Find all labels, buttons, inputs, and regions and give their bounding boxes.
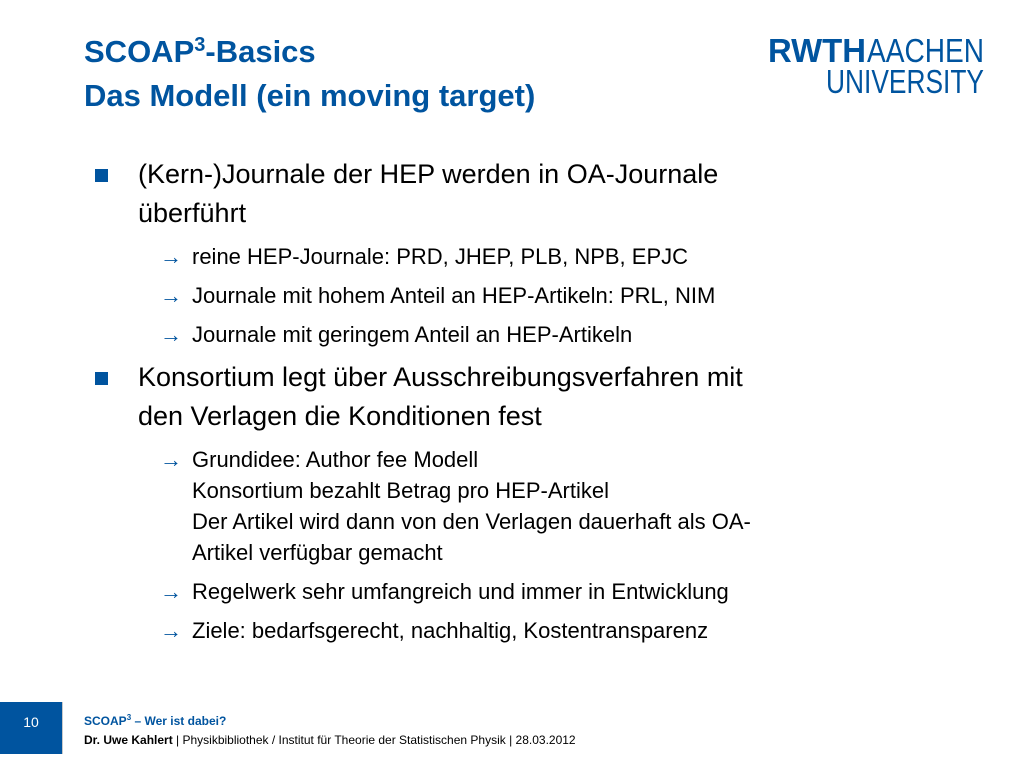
square-bullet-icon: [95, 372, 108, 385]
arrow-right-icon: →: [160, 579, 182, 604]
bullet-item-2: Konsortium legt über Ausschreibungsverfahren mit den Verlagen die Konditionen fest: [84, 358, 984, 436]
sub-item: → Grundidee: Author fee Modell Konsortium bezahlt Betrag pro HEP-Artikel Der Artikel wird dann von den Verlagen dauerhaft als OA- Artikel verfügbar gemacht: [84, 444, 984, 568]
footer-title: SCOAP$^3$ – Wer ist dabei?: [84, 713, 227, 728]
title-line-1: SCOAP$^3$-Basics: [84, 34, 316, 69]
slide-title: [84, 30, 535, 118]
logo-rwth-text: RWTH: [768, 32, 866, 69]
slide-content: [84, 155, 984, 646]
logo-aachen-text: AACHEN: [867, 32, 984, 69]
title-line-2: Das Modell (ein moving target): [84, 78, 536, 113]
footer-author: Dr. Uwe Kahlert: [84, 733, 173, 747]
bullet-item-1: (Kern-)Journale der HEP werden in OA-Journale überführt: [84, 155, 984, 233]
footer-divider: [62, 702, 63, 754]
sub-item: → Regelwerk sehr umfangreich und immer in Entwicklung: [84, 576, 984, 607]
arrow-right-icon: →: [160, 283, 182, 308]
arrow-right-icon: →: [160, 618, 182, 643]
rwth-aachen-logo: [768, 32, 984, 100]
logo-university-text: UNIVERSITY: [826, 63, 984, 100]
sub-item: → reine HEP-Journale: PRD, JHEP, PLB, NPB, EPJC: [84, 241, 984, 272]
footer-details: | Physikbibliothek / Institut für Theorie der Statistischen Physik | 28.03.2012: [172, 733, 576, 747]
footer-credits: [84, 733, 576, 747]
sub-item: → Journale mit hohem Anteil an HEP-Artikeln: PRL, NIM: [84, 280, 984, 311]
arrow-right-icon: →: [160, 244, 182, 269]
square-bullet-icon: [95, 169, 108, 182]
arrow-right-icon: →: [160, 447, 182, 472]
page-number: 10: [0, 702, 62, 754]
sub-item: → Journale mit geringem Anteil an HEP-Artikeln: [84, 319, 984, 350]
sub-item: → Ziele: bedarfsgerecht, nachhaltig, Kostentransparenz: [84, 615, 984, 646]
arrow-right-icon: →: [160, 322, 182, 347]
